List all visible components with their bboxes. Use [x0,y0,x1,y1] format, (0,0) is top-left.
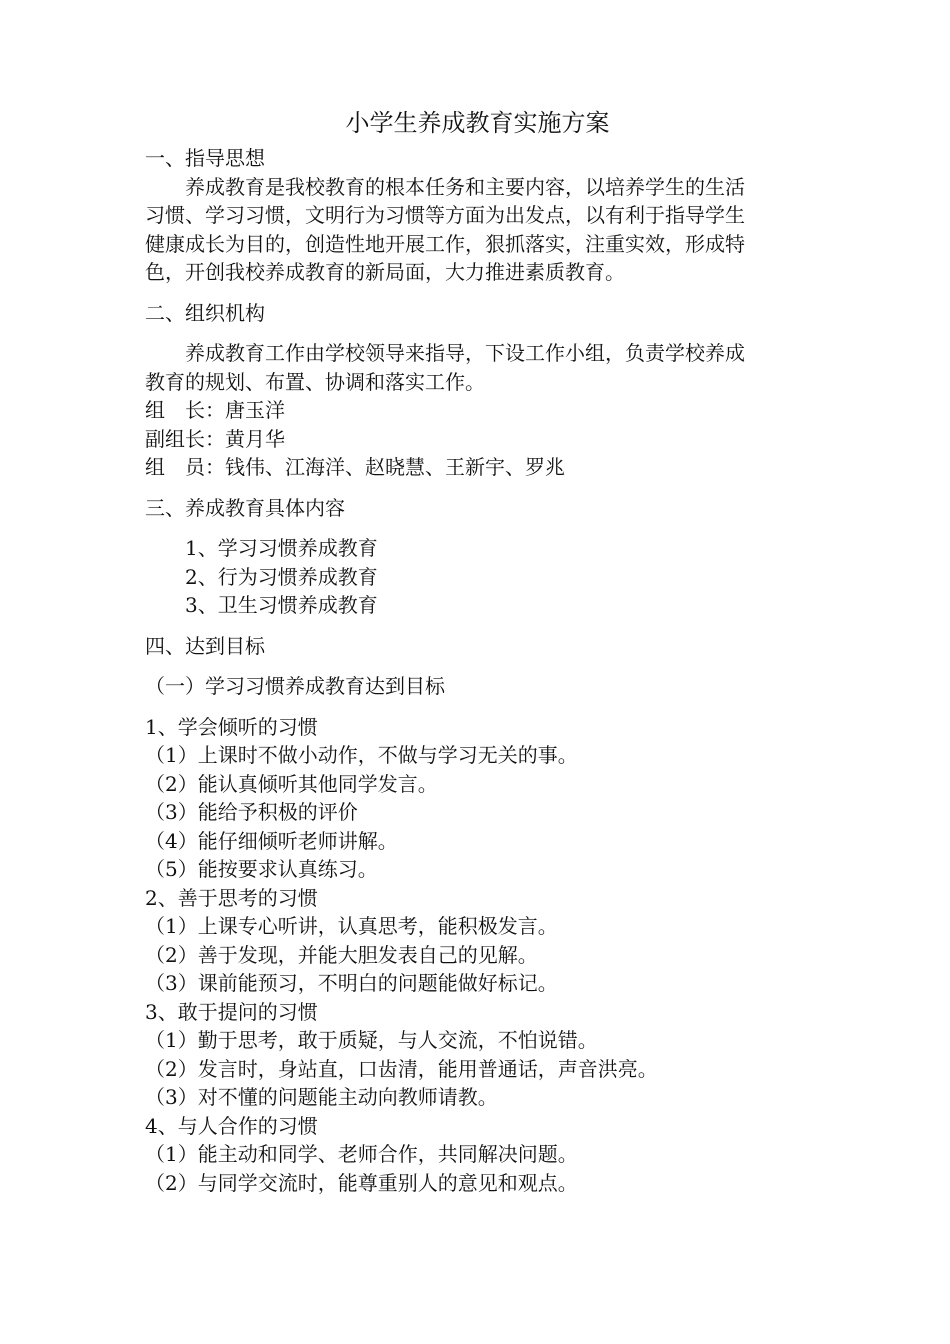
goal-item: （1）上课专心听讲，认真思考，能积极发言。 [145,914,558,938]
goal-group-heading: 3、敢于提问的习惯 [145,999,318,1024]
goal-item: （5）能按要求认真练习。 [145,857,378,881]
list-item: 2、行为习惯养成教育 [185,564,378,589]
goal-item: （2）发言时，身站直，口齿清，能用普通话，声音洪亮。 [145,1056,658,1081]
document-page [145,106,810,1197]
subsection-heading: （一）学习习惯养成教育达到目标 [145,674,445,698]
section-heading-organization: 二、组织机构 [145,300,265,325]
goal-item: （2）与同学交流时，能尊重别人的意见和观点。 [145,1170,578,1195]
paragraph-line: 习惯、学习习惯，文明行为习惯等方面为出发点，以有利于指导学生 [145,203,745,227]
document-title: 小学生养成教育实施方案 [345,109,610,137]
goal-item: （3）课前能预习，不明白的问题能做好标记。 [145,971,558,995]
section-heading-goals: 四、达到目标 [145,633,265,658]
group-deputy: 副组长：黄月华 [145,426,285,451]
paragraph-line: 色，开创我校养成教育的新局面，大力推进素质教育。 [145,260,625,284]
goal-item: （2）能认真倾听其他同学发言。 [145,771,438,796]
goal-group-heading: 1、学会倾听的习惯 [145,714,318,739]
paragraph-line: 健康成长为目的，创造性地开展工作，狠抓落实，注重实效，形成特 [145,231,745,256]
section-heading-content: 三、养成教育具体内容 [145,495,345,520]
paragraph-line: 养成教育工作由学校领导来指导，下设工作小组，负责学校养成 [185,341,745,365]
goal-group-heading: 2、善于思考的习惯 [145,885,318,910]
paragraph-line: 教育的规划、布置、协调和落实工作。 [145,369,485,394]
paragraph-line: 养成教育是我校教育的根本任务和主要内容，以培养学生的生活 [185,174,745,199]
section-heading-guiding-thought: 一、指导思想 [145,146,265,170]
group-leader: 组 长：唐玉洋 [145,398,285,422]
goal-item: （2）善于发现，并能大胆发表自己的见解。 [145,942,538,967]
goal-item: （3）对不懂的问题能主动向教师请教。 [145,1085,498,1109]
goal-item: （1）上课时不做小动作，不做与学习无关的事。 [145,743,578,767]
goal-item: （1）能主动和同学、老师合作，共同解决问题。 [145,1142,578,1166]
goal-item: （1）勤于思考，敢于质疑，与人交流，不怕说错。 [145,1028,598,1052]
goal-item: （4）能仔细倾听老师讲解。 [145,828,398,853]
goal-item: （3）能给予积极的评价 [145,800,358,824]
list-item: 3、卫生习惯养成教育 [185,593,378,617]
list-item: 1、学习习惯养成教育 [185,536,378,560]
group-members: 组 员：钱伟、江海洋、赵晓慧、王新宇、罗兆 [145,455,565,479]
goal-group-heading: 4、与人合作的习惯 [145,1113,318,1138]
